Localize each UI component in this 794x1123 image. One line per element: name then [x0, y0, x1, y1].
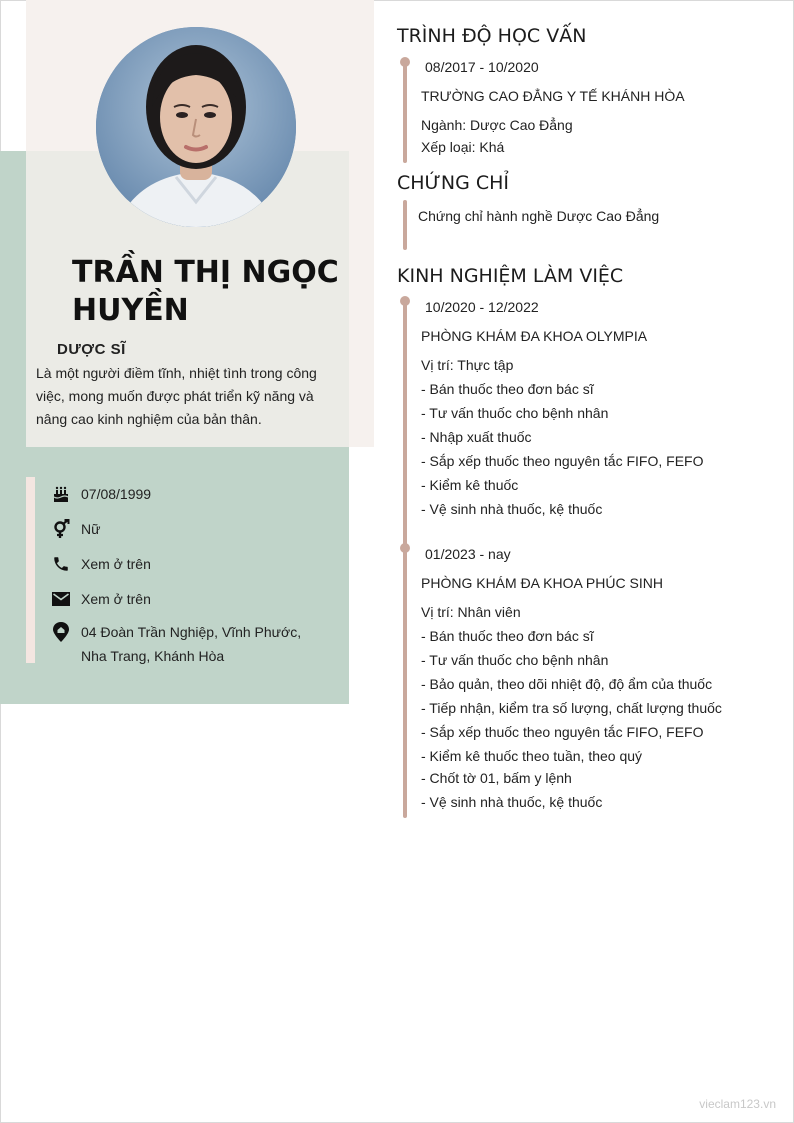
avatar [96, 27, 296, 227]
job-2-duty: - Tư vấn thuốc cho bệnh nhân [421, 652, 609, 668]
job-2-duty: - Vệ sinh nhà thuốc, kệ thuốc [421, 794, 603, 810]
job-title: DƯỢC SĨ [57, 341, 126, 358]
contact-email [50, 587, 321, 611]
contact-phone [50, 552, 321, 576]
experience-timeline [403, 300, 407, 818]
education-timeline-dot [400, 57, 410, 67]
contact-address [50, 620, 321, 668]
job-2-duty: - Kiểm kê thuốc theo tuần, theo quý [421, 748, 643, 764]
education-period: 08/2017 - 10/2020 [425, 59, 539, 75]
birthday-cake-icon [50, 483, 72, 505]
experience-section-title: KINH NGHIỆM LÀM VIỆC [397, 265, 624, 287]
job-2-company: PHÒNG KHÁM ĐA KHOA PHÚC SINH [421, 575, 663, 591]
contact-accent-bar [26, 477, 35, 663]
job-2-duty: - Sắp xếp thuốc theo nguyên tắc FIFO, FEFO [421, 724, 704, 740]
job-2-period: 01/2023 - nay [425, 546, 511, 562]
location-pin-icon [50, 621, 72, 643]
certificates-section-title: CHỨNG CHỈ [397, 172, 509, 194]
job-1-duty: - Sắp xếp thuốc theo nguyên tắc FIFO, FEFO [421, 453, 704, 469]
job-1-duty: - Kiểm kê thuốc [421, 477, 519, 493]
job-2-timeline-dot [400, 543, 410, 553]
candidate-name-line2: HUYỀN [72, 293, 189, 328]
phone-icon [50, 553, 72, 575]
certificates-timeline [403, 200, 407, 250]
education-section-title: TRÌNH ĐỘ HỌC VẤN [397, 25, 587, 47]
job-1-timeline-dot [400, 296, 410, 306]
profile-summary: Là một người điềm tĩnh, nhiệt tình trong công việc, mong muốn được phát triển kỹ năng và nâng cao kinh nghiệm của bản thân. [36, 365, 317, 427]
certificate-item: Chứng chỉ hành nghề Dược Cao Đẳng [418, 208, 660, 224]
job-2-duty: - Bảo quản, theo dõi nhiệt độ, độ ẩm của thuốc [421, 676, 713, 692]
contact-address-value: 04 Đoàn Trần Nghiệp, Vĩnh Phước, Nha Trang, Khánh Hòa [81, 624, 302, 664]
contact-birthday [50, 482, 321, 506]
candidate-name-line1: TRẦN THỊ NGỌC [72, 255, 339, 290]
contact-phone-value: Xem ở trên [81, 556, 151, 572]
education-timeline [403, 60, 407, 163]
job-2-duty: - Tiếp nhận, kiểm tra số lượng, chất lượng thuốc [421, 700, 722, 716]
job-1-position: Vị trí: Thực tập [421, 357, 514, 373]
job-1-duty: - Tư vấn thuốc cho bệnh nhân [421, 405, 609, 421]
job-1-duty: - Bán thuốc theo đơn bác sĩ [421, 381, 594, 397]
education-grade: Xếp loại: Khá [421, 139, 505, 155]
job-2-duty: - Bán thuốc theo đơn bác sĩ [421, 628, 594, 644]
job-1-duty: - Nhập xuất thuốc [421, 429, 532, 445]
job-1-duty: - Vệ sinh nhà thuốc, kệ thuốc [421, 501, 603, 517]
contact-gender-value: Nữ [81, 521, 101, 537]
job-2-position: Vị trí: Nhân viên [421, 604, 521, 620]
candidate-name [72, 254, 342, 330]
education-school: TRƯỜNG CAO ĐẲNG Y TẾ KHÁNH HÒA [421, 88, 685, 104]
watermark: vieclam123.vn [699, 1097, 776, 1111]
job-1-period: 10/2020 - 12/2022 [425, 299, 539, 315]
email-icon [50, 588, 72, 610]
contact-gender [50, 517, 321, 541]
gender-icon [50, 518, 72, 540]
education-major: Ngành: Dược Cao Đẳng [421, 117, 573, 133]
contact-birthday-value: 07/08/1999 [81, 486, 152, 502]
job-1-company: PHÒNG KHÁM ĐA KHOA OLYMPIA [421, 328, 648, 344]
contact-email-value: Xem ở trên [81, 591, 151, 607]
job-2-duty: - Chốt tờ 01, bấm y lệnh [421, 770, 572, 786]
